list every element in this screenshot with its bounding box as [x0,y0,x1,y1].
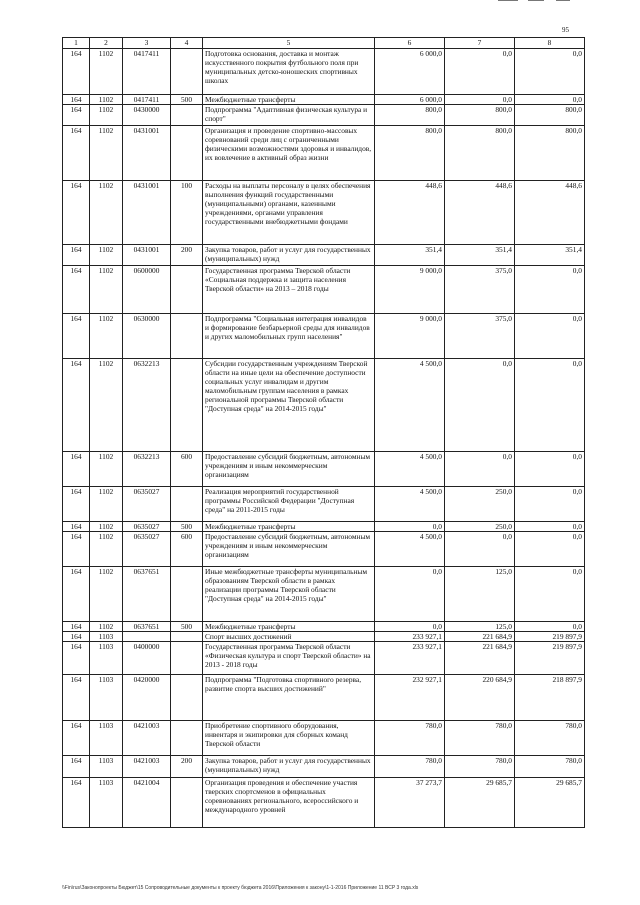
table-cell-c5: Закупка товаров, работ и услуг для государственных (муниципальных) нужд [203,245,375,266]
table-cell-c1: 164 [63,245,90,266]
table-cell-c6: 232 927,1 [375,675,445,721]
table-cell-c7: 250,0 [445,487,515,522]
table-cell-c3: 0431001 [123,126,171,181]
table-cell-c8: 780,0 [515,756,585,778]
table-cell-c7: 375,0 [445,266,515,314]
table-cell-c2: 1102 [90,522,123,532]
table-cell-c8: 0,0 [515,522,585,532]
table-cell-c6: 800,0 [375,105,445,126]
table-cell-c5: Межбюджетные трансферты [203,622,375,632]
table-cell-c7: 0,0 [445,532,515,567]
table-cell-c5: Межбюджетные трансферты [203,95,375,105]
table-cell-c2: 1102 [90,105,123,126]
table-cell-c4 [171,126,203,181]
table-cell-c5: Закупка товаров, работ и услуг для государственных (муниципальных) нужд [203,756,375,778]
table-cell-c7: 780,0 [445,756,515,778]
table-cell-c7: 0,0 [445,359,515,452]
table-cell-c3: 0632213 [123,359,171,452]
table-cell-c2: 1103 [90,675,123,721]
table-cell-c3: 0421004 [123,778,171,828]
table-cell-c6: 4 500,0 [375,359,445,452]
table-cell-c8: 219 897,9 [515,632,585,642]
table-cell-c2: 1102 [90,126,123,181]
column-header: 2 [90,38,123,49]
table-cell-c4 [171,642,203,675]
table-row [63,532,585,567]
table-cell-c4 [171,49,203,95]
table-cell-c1: 164 [63,721,90,756]
table-cell-c6: 780,0 [375,721,445,756]
table-cell-c8: 780,0 [515,721,585,756]
header-scan-marks [0,0,640,6]
table-cell-c8: 0,0 [515,95,585,105]
budget-table [62,37,585,828]
table-cell-c7: 0,0 [445,452,515,487]
table-cell-c4 [171,487,203,522]
table-cell-c5: Организация проведения и обеспечение участия тверских спортсменов в официальных соревнованиях регионального, всероссийского и международного уровней [203,778,375,828]
table-header-row [63,38,585,49]
table-cell-c4: 600 [171,532,203,567]
table-cell-c2: 1102 [90,487,123,522]
table-cell-c7: 0,0 [445,95,515,105]
table-cell-c1: 164 [63,181,90,245]
table-cell-c8: 351,4 [515,245,585,266]
table-row [63,642,585,675]
table-cell-c4: 100 [171,181,203,245]
table-cell-c3: 0431001 [123,181,171,245]
table-row [63,452,585,487]
table-cell-c1: 164 [63,642,90,675]
table-cell-c4: 500 [171,622,203,632]
table-cell-c2: 1102 [90,181,123,245]
table-cell-c3: 0637651 [123,567,171,622]
table-cell-c8: 0,0 [515,359,585,452]
table-cell-c3: 0400000 [123,642,171,675]
table-cell-c8: 218 897,9 [515,675,585,721]
table-row [63,721,585,756]
table-cell-c2: 1103 [90,721,123,756]
table-cell-c7: 0,0 [445,49,515,95]
table-row [63,245,585,266]
table-cell-c4 [171,567,203,622]
table-cell-c8: 0,0 [515,452,585,487]
table-cell-c3: 0635027 [123,487,171,522]
table-cell-c5: Подпрограмма "Социальная интеграция инвалидов и формирование безбарьерной среды для инвалидов и других маломобильных групп населения" [203,314,375,359]
table-cell-c5: Государственная программа Тверской области «Социальная поддержка и защита населения Тверской области» на 2013 – 2018 годы [203,266,375,314]
table-cell-c8: 0,0 [515,532,585,567]
table-cell-c4 [171,359,203,452]
table-cell-c6: 0,0 [375,622,445,632]
table-row [63,675,585,721]
table-cell-c1: 164 [63,567,90,622]
table-cell-c2: 1103 [90,756,123,778]
column-header: 6 [375,38,445,49]
table-cell-c2: 1102 [90,95,123,105]
table-cell-c6: 233 927,1 [375,632,445,642]
table-cell-c1: 164 [63,105,90,126]
table-cell-c3: 0632213 [123,452,171,487]
table-cell-c4 [171,675,203,721]
table-cell-c7: 780,0 [445,721,515,756]
table-cell-c1: 164 [63,359,90,452]
table-cell-c4 [171,632,203,642]
table-cell-c2: 1102 [90,49,123,95]
table-cell-c3: 0417411 [123,95,171,105]
table-cell-c3: 0635027 [123,532,171,567]
table-cell-c7: 800,0 [445,105,515,126]
table-cell-c2: 1102 [90,532,123,567]
table-cell-c5: Предоставление субсидий бюджетным, автономным учреждениям и иным некоммерческим организациям [203,532,375,567]
table-cell-c6: 800,0 [375,126,445,181]
table-cell-c7: 250,0 [445,522,515,532]
table-cell-c6: 9 000,0 [375,314,445,359]
table-row [63,95,585,105]
table-cell-c5: Спорт высших достижений [203,632,375,642]
table-cell-c2: 1102 [90,359,123,452]
table-row [63,567,585,622]
column-header: 4 [171,38,203,49]
table-cell-c3: 0637651 [123,622,171,632]
table-cell-c6: 4 500,0 [375,487,445,522]
table-cell-c5: Государственная программа Тверской области «Физическая культура и спорт Тверской области» на 2013 - 2018 годы [203,642,375,675]
table-cell-c4 [171,266,203,314]
table-cell-c2: 1102 [90,314,123,359]
table-cell-c5: Межбюджетные трансферты [203,522,375,532]
table-cell-c4: 500 [171,95,203,105]
column-header: 8 [515,38,585,49]
table-cell-c2: 1102 [90,266,123,314]
table-cell-c8: 0,0 [515,567,585,622]
table-cell-c1: 164 [63,487,90,522]
table-cell-c8: 29 685,7 [515,778,585,828]
table-cell-c7: 351,4 [445,245,515,266]
table-cell-c6: 9 000,0 [375,266,445,314]
table-cell-c5: Подпрограмма "Подготовка спортивного резерва, развитие спорта высших достижений" [203,675,375,721]
table-cell-c4 [171,778,203,828]
table-cell-c2: 1102 [90,622,123,632]
table-cell-c8: 0,0 [515,266,585,314]
table-cell-c6: 233 927,1 [375,642,445,675]
table-cell-c1: 164 [63,95,90,105]
table-cell-c5: Предоставление субсидий бюджетным, автономным учреждениям и иным некоммерческим организациям [203,452,375,487]
table-cell-c5: Подпрограмма "Адаптивная физическая культура и спорт" [203,105,375,126]
table-cell-c3: 0430000 [123,105,171,126]
table-cell-c4: 200 [171,245,203,266]
table-cell-c8: 800,0 [515,105,585,126]
table-cell-c6: 6 000,0 [375,49,445,95]
table-cell-c5: Иные межбюджетные трансферты муниципальным образованиям Тверской области в рамках реализации программы Тверской области "Доступная среда" на 2014-2015 годы" [203,567,375,622]
table-cell-c5: Реализация мероприятий государственной программы Российской Федерации "Доступная среда" на 2011-2015 годы [203,487,375,522]
table-cell-c7: 375,0 [445,314,515,359]
table-cell-c1: 164 [63,622,90,632]
column-header: 1 [63,38,90,49]
table-cell-c3: 0635027 [123,522,171,532]
table-cell-c5: Организация и проведение спортивно-массовых соревнований среди лиц с ограниченными физическими возможностями здоровья и инвалидов, их вовлечение в активный образ жизни [203,126,375,181]
table-cell-c8: 448,6 [515,181,585,245]
table-row [63,778,585,828]
table-cell-c1: 164 [63,756,90,778]
table-cell-c1: 164 [63,778,90,828]
table-row [63,126,585,181]
table-row [63,49,585,95]
table-cell-c2: 1102 [90,567,123,622]
table-cell-c1: 164 [63,675,90,721]
table-cell-c7: 125,0 [445,622,515,632]
table-cell-c8: 800,0 [515,126,585,181]
table-row [63,487,585,522]
table-row [63,314,585,359]
table-cell-c4 [171,314,203,359]
table-cell-c6: 0,0 [375,567,445,622]
table-cell-c1: 164 [63,632,90,642]
table-cell-c6: 780,0 [375,756,445,778]
page-number: 95 [562,26,569,34]
table-cell-c6: 448,6 [375,181,445,245]
table-row [63,266,585,314]
table-cell-c2: 1103 [90,778,123,828]
table-cell-c7: 29 685,7 [445,778,515,828]
table-row [63,632,585,642]
table-cell-c7: 221 684,9 [445,632,515,642]
table-cell-c3: 0421003 [123,721,171,756]
table-cell-c8: 0,0 [515,622,585,632]
table-cell-c4: 200 [171,756,203,778]
table-row [63,359,585,452]
table-cell-c7: 448,6 [445,181,515,245]
table-cell-c6: 4 500,0 [375,452,445,487]
table-cell-c1: 164 [63,532,90,567]
column-header: 3 [123,38,171,49]
table-cell-c1: 164 [63,126,90,181]
table-cell-c6: 4 500,0 [375,532,445,567]
table-cell-c8: 0,0 [515,487,585,522]
table-cell-c2: 1103 [90,632,123,642]
table-cell-c3 [123,632,171,642]
table-cell-c1: 164 [63,314,90,359]
table-cell-c1: 164 [63,49,90,95]
table-row [63,622,585,632]
table-row [63,181,585,245]
table-cell-c5: Приобретение спортивного оборудования, инвентаря и экипировки для сборных команд Тверской области [203,721,375,756]
table-cell-c4 [171,721,203,756]
table-cell-c6: 351,4 [375,245,445,266]
table-cell-c1: 164 [63,266,90,314]
table-cell-c3: 0431001 [123,245,171,266]
table-row [63,105,585,126]
table-cell-c5: Расходы на выплаты персоналу в целях обеспечения выполнения функций государственными (муниципальными) органами, казенными учреждениями, органами управления государственными внебюджетными фондами [203,181,375,245]
table-cell-c8: 0,0 [515,314,585,359]
table-cell-c2: 1102 [90,452,123,487]
table-cell-c2: 1103 [90,642,123,675]
table-cell-c6: 6 000,0 [375,95,445,105]
table-cell-c4: 600 [171,452,203,487]
table-cell-c1: 164 [63,452,90,487]
file-path-footer: \\Fin\rus\Законопроекты Бюджет\15 Сопроводительные документы к проекту бюджета 2016\Приложения к закону\1-1-2016 Приложение 11 ВСР 3 года.xls [62,885,419,891]
table-row [63,756,585,778]
table-cell-c7: 221 684,9 [445,642,515,675]
table-cell-c8: 219 897,9 [515,642,585,675]
table-cell-c7: 220 684,9 [445,675,515,721]
table-cell-c4: 500 [171,522,203,532]
table-cell-c5: Субсидии государственным учреждениям Тверской области на иные цели на обеспечение доступности социальных услуг инвалидам и другим маломобильным группам населения в рамках региональной программы Тверской области "Доступная среда" на 2014-2015 годы" [203,359,375,452]
table-cell-c3: 0421003 [123,756,171,778]
table-cell-c7: 800,0 [445,126,515,181]
table-cell-c6: 37 273,7 [375,778,445,828]
table-cell-c1: 164 [63,522,90,532]
table-cell-c3: 0417411 [123,49,171,95]
table-cell-c2: 1102 [90,245,123,266]
table-cell-c3: 0420000 [123,675,171,721]
table-cell-c5: Подготовка основания, доставка и монтаж искусственного покрытия футбольного поля при муниципальных детско-юношеских спортивных школах [203,49,375,95]
table-row [63,522,585,532]
table-cell-c3: 0630000 [123,314,171,359]
column-header: 5 [203,38,375,49]
table-cell-c3: 0600000 [123,266,171,314]
column-header: 7 [445,38,515,49]
table-cell-c6: 0,0 [375,522,445,532]
table-cell-c8: 0,0 [515,49,585,95]
table-cell-c4 [171,105,203,126]
table-cell-c7: 125,0 [445,567,515,622]
